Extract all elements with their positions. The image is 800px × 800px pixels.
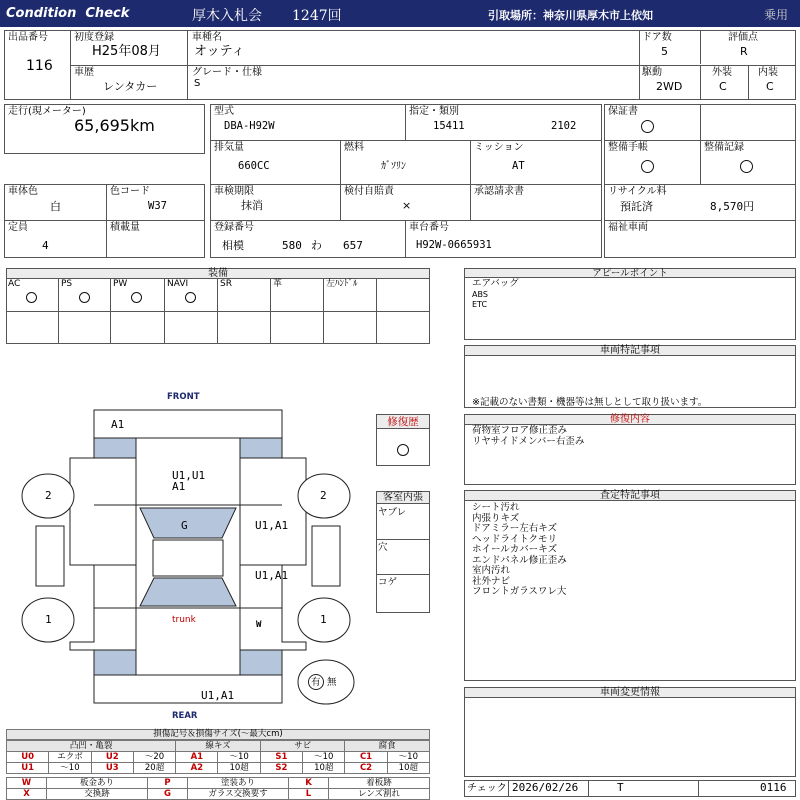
car-diagram xyxy=(0,400,372,715)
recycle-status: 預託済 xyxy=(620,200,653,213)
listing-no: 116 xyxy=(26,58,53,74)
equip-ac-mark xyxy=(26,292,37,303)
color-code-label: 色コード xyxy=(110,186,150,197)
grade: S xyxy=(194,78,201,89)
legend-desc: 10超 xyxy=(218,763,260,774)
header-bar xyxy=(0,0,800,27)
legend-desc: エクボ xyxy=(49,752,91,763)
service-record-mark xyxy=(740,160,753,173)
legend-code: G xyxy=(148,789,188,800)
legend-desc: レンズ割れ xyxy=(329,789,430,800)
body-color: 白 xyxy=(50,200,61,213)
legend-desc: 10超 xyxy=(387,763,429,774)
history: レンタカー xyxy=(103,80,158,93)
color-code: W37 xyxy=(148,200,167,212)
assessment-item: フロントガラスワレ大 xyxy=(472,586,567,597)
designation-a: 15411 xyxy=(433,120,465,132)
trunk-label: trunk xyxy=(172,615,196,625)
legend-scratch: 線キズ xyxy=(176,741,261,752)
name-label: 車種名 xyxy=(192,32,222,43)
welfare-label: 福祉車両 xyxy=(608,222,648,233)
warranty-mark xyxy=(641,120,654,133)
check-label: チェック xyxy=(467,783,507,794)
rating: R xyxy=(740,45,748,58)
warranty-label: 保証書 xyxy=(608,106,638,117)
manual-mark xyxy=(641,160,654,173)
first-reg: H25年08月 xyxy=(92,44,161,59)
repair-item: 荷物室フロア修正歪み xyxy=(472,425,568,436)
equipment-title: 装備 xyxy=(7,269,429,279)
assessment-item: 内張りキズ xyxy=(472,512,520,524)
appeal-item: エアバッグ xyxy=(472,278,519,289)
assessment-title: 査定特記事項 xyxy=(465,491,795,501)
equip-sr-label: SR xyxy=(220,279,232,289)
assessment-item: エンドパネル修正歪み xyxy=(472,554,567,566)
equip-pw-mark xyxy=(131,292,142,303)
legend-desc: 〜10 xyxy=(49,763,91,774)
assessment-item: シート汚れ xyxy=(472,502,520,513)
front-label: FRONT xyxy=(167,392,200,402)
body-color-label: 車体色 xyxy=(8,186,38,197)
spare-absent: 無 xyxy=(327,677,337,688)
category-badge: 乗用 xyxy=(764,8,789,22)
legend-dent: 凸凹・亀裂 xyxy=(7,741,176,752)
drive: 2WD xyxy=(656,80,683,93)
equip-lhd-label: 左ﾊﾝﾄﾞﾙ xyxy=(326,279,358,289)
inspector-code: T xyxy=(617,781,624,794)
brand-title: Condition Check xyxy=(6,6,130,21)
insurance: × xyxy=(402,199,412,212)
legend-code: A2 xyxy=(176,763,218,774)
designation-label: 指定・類別 xyxy=(409,106,459,117)
mark-front-bumper: A1 xyxy=(111,418,125,431)
recycle-fee: 8,570円 xyxy=(710,200,755,213)
vehicle-name: オッティ xyxy=(194,44,245,59)
repair-content-list xyxy=(472,426,584,447)
exterior-label: 外装 xyxy=(712,67,732,78)
first-reg-label: 初度登録 xyxy=(74,32,114,43)
approval-label: 承認請求書 xyxy=(474,186,524,197)
pickup-location: 引取場所：神奈川県厚木市上依知 xyxy=(488,9,653,22)
legend-code: C1 xyxy=(345,752,387,763)
cabin-title: 客室内張 xyxy=(377,492,429,504)
mark-trunk: W xyxy=(256,620,262,630)
reg-no-label: 登録番号 xyxy=(214,222,254,233)
equip-navi-mark xyxy=(185,292,196,303)
drive-label: 駆動 xyxy=(642,67,662,78)
cabin-hole-label: 穴 xyxy=(378,542,388,553)
mission-label: ミッション xyxy=(474,142,524,153)
designation-b: 2102 xyxy=(551,120,577,132)
history-label: 車歴 xyxy=(74,67,94,78)
assessment-item: ホイールカバーキズ xyxy=(472,544,558,555)
mark-rear-bumper: U1,A1 xyxy=(201,689,235,702)
repair-history-title: 修復歴 xyxy=(377,415,429,429)
cabin-tear-label: ヤブレ xyxy=(378,507,407,518)
appeal-list xyxy=(472,279,519,311)
lot-number: 1247回 xyxy=(292,8,342,24)
tire-front-right: 2 xyxy=(320,489,327,502)
legend-desc: 20超 xyxy=(133,763,175,774)
model-label: 型式 xyxy=(214,106,234,117)
equip-navi-label: NAVI xyxy=(167,279,189,289)
mission: AT xyxy=(512,160,525,172)
mileage-label: 走行(現メーター) xyxy=(8,106,86,117)
legend-desc: 〜10 xyxy=(387,752,429,763)
legend-desc: 〜10 xyxy=(303,752,345,763)
reg-class: 580 xyxy=(282,239,302,252)
mark-hood-a: U1,U1 xyxy=(172,469,206,482)
chassis: H92W-0665931 xyxy=(416,239,492,251)
legend-desc: 塗装あり xyxy=(188,778,289,789)
appeal-item: ETC xyxy=(472,300,488,309)
legend-code: S1 xyxy=(260,752,302,763)
reg-kana: わ xyxy=(311,239,322,252)
equip-pw-label: PW xyxy=(113,279,128,289)
equip-ac-label: AC xyxy=(8,279,21,289)
manual-label: 整備手帳 xyxy=(608,142,648,153)
legend-desc: 交換跡 xyxy=(47,789,148,800)
legend-code: L xyxy=(289,789,329,800)
legend-code: U2 xyxy=(91,752,133,763)
appeal-item: ABS xyxy=(472,289,488,299)
legend-code: X xyxy=(7,789,47,800)
spare-present: 有 xyxy=(311,677,321,688)
legend-code: U0 xyxy=(7,752,49,763)
recycle-label: リサイクル料 xyxy=(608,186,667,197)
equip-ps-label: PS xyxy=(61,279,73,289)
legend-rust: サビ xyxy=(260,741,345,752)
equip-leather-label: 革 xyxy=(273,279,283,289)
reg-num: 657 xyxy=(343,239,363,252)
auction-name: 厚木入札会 xyxy=(192,8,262,24)
assessment-item: ドアミラー左右キズ xyxy=(472,523,558,534)
service-record-label: 整備記録 xyxy=(704,142,744,153)
appeal-title: アピールポイント xyxy=(465,269,795,278)
capacity-label: 定員 xyxy=(8,222,28,233)
legend-desc: 板金あり xyxy=(47,778,148,789)
tire-rear-right: 1 xyxy=(320,613,327,626)
equip-ps-mark xyxy=(79,292,90,303)
mark-windshield: G xyxy=(181,519,188,532)
mark-hood-b: A1 xyxy=(172,480,186,493)
check-date: 2026/02/26 xyxy=(512,781,579,794)
legend-desc: 〜10 xyxy=(218,752,260,763)
legend-desc: ガラス交換要す xyxy=(188,789,289,800)
insurance-label: 検付自賠責 xyxy=(344,186,394,197)
mileage: 65,695km xyxy=(74,116,155,135)
repair-content-title: 修復内容 xyxy=(465,415,795,425)
legend-code: S2 xyxy=(260,763,302,774)
reg-area: 相模 xyxy=(222,239,244,252)
rating-label: 評価点 xyxy=(728,32,758,43)
repair-history-mark xyxy=(397,444,409,456)
displacement: 660CC xyxy=(238,160,270,172)
special-title: 車両特記事項 xyxy=(465,346,795,356)
fuel: ｶﾞｿﾘﾝ xyxy=(381,161,406,172)
assessment-list xyxy=(472,503,567,598)
mark-right-rear-door: U1,A1 xyxy=(255,569,289,582)
assessment-item: ヘッドライトクモリ xyxy=(472,533,558,545)
legend-code: A1 xyxy=(176,752,218,763)
assessment-item: 室内汚れ xyxy=(472,565,511,576)
change-info-title: 車両変更情報 xyxy=(465,688,795,698)
assessment-item: 社外ナビ xyxy=(472,575,511,587)
doors-label: ドア数 xyxy=(642,32,672,43)
legend-code: P xyxy=(148,778,188,789)
listing-no-label: 出品番号 xyxy=(8,32,48,43)
legend-code: C2 xyxy=(345,763,387,774)
legend-code: U3 xyxy=(91,763,133,774)
legend-code: K xyxy=(289,778,329,789)
repair-item: リヤサイドメンバー右歪み xyxy=(472,435,585,447)
legend-code: W xyxy=(7,778,47,789)
legend-desc: 10超 xyxy=(303,763,345,774)
mark-right-front-door: U1,A1 xyxy=(255,519,289,532)
legend-desc: 〜20 xyxy=(133,752,175,763)
fuel-label: 燃料 xyxy=(344,142,364,153)
legend-title: 損傷記号＆損傷サイズ(〜最大cm) xyxy=(6,729,430,740)
grade-label: グレード・仕様 xyxy=(192,67,262,78)
legend-desc: 着板跡 xyxy=(329,778,430,789)
exterior: C xyxy=(719,80,727,93)
cabin-burn-label: コゲ xyxy=(378,577,398,588)
capacity: 4 xyxy=(42,239,49,252)
sheet-code: 0116 xyxy=(760,781,787,794)
tire-rear-left: 1 xyxy=(45,613,52,626)
inspection: 抹消 xyxy=(241,199,263,212)
tire-front-left: 2 xyxy=(45,489,52,502)
damage-legend xyxy=(6,729,430,800)
chassis-label: 車台番号 xyxy=(409,222,449,233)
doors: 5 xyxy=(661,45,668,58)
special-note: ※記載のない書類・機器等は無しとして取り扱います。 xyxy=(472,397,708,408)
interior: C xyxy=(766,80,774,93)
interior-label: 内装 xyxy=(758,67,778,78)
inspection-label: 車検期限 xyxy=(214,186,254,197)
displacement-label: 排気量 xyxy=(214,142,244,153)
legend-corrosion: 腐食 xyxy=(345,741,430,752)
rear-label: REAR xyxy=(172,711,198,721)
change-info-panel xyxy=(464,687,796,777)
model: DBA-H92W xyxy=(224,120,275,132)
load-label: 積載量 xyxy=(110,222,140,233)
legend-code: U1 xyxy=(7,763,49,774)
